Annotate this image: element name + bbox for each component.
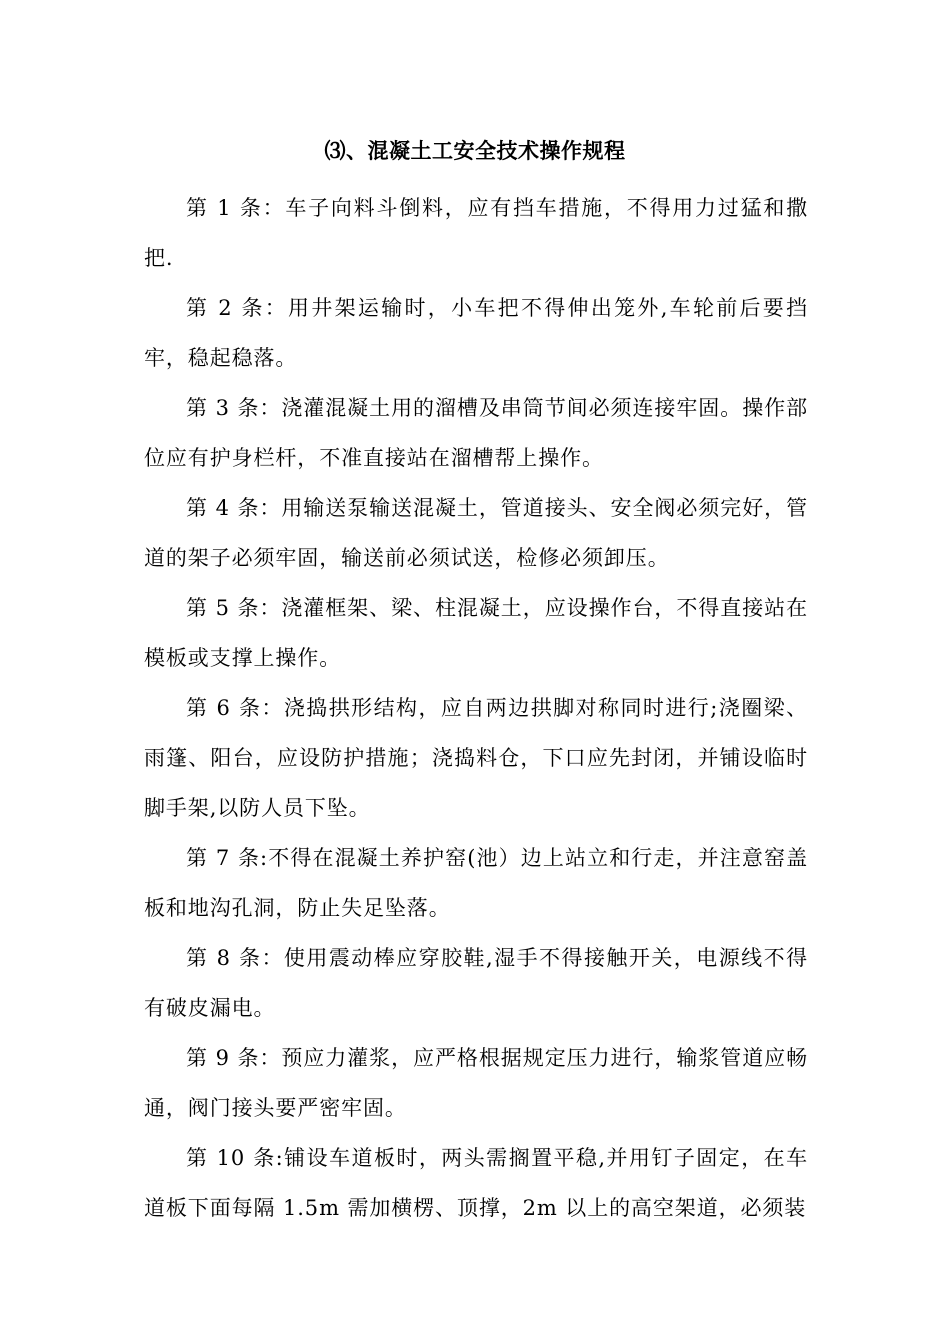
article-6-paragraph: 第 6 条：浇捣拱形结构，应自两边拱脚对称同时进行;浇圈梁、雨篷、阳台，应设防护措施；浇捣料仓，下口应先封闭，并铺设临时脚手架,以防人员下坠。	[144, 696, 808, 820]
article-1-paragraph: 第 1 条：车子向料斗倒料，应有挡车措施，不得用力过猛和撒把.	[144, 196, 808, 270]
article-7-paragraph: 第 7 条:不得在混凝土养护窑(池）边上站立和行走，并注意窑盖板和地沟孔洞，防止失足坠落。	[144, 846, 808, 920]
article-2-paragraph: 第 2 条：用井架运输时，小车把不得伸出笼外,车轮前后要挡牢，稳起稳落。	[144, 296, 808, 370]
article-10-paragraph: 第 10 条:铺设车道板时，两头需搁置平稳,并用钉子固定，在车道板下面每隔 1.5m 需加横楞、顶撑，2m 以上的高空架道，必须装	[144, 1146, 808, 1220]
article-5-paragraph: 第 5 条：浇灌框架、梁、柱混凝土，应设操作台，不得直接站在模板或支撑上操作。	[144, 596, 808, 670]
document-body	[144, 183, 808, 1233]
article-4-paragraph: 第 4 条：用输送泵输送混凝土，管道接头、安全阀必须完好，管道的架子必须牢固，输送前必须试送，检修必须卸压。	[144, 496, 808, 570]
article-3-paragraph: 第 3 条：浇灌混凝土用的溜槽及串筒节间必须连接牢固。操作部位应有护身栏杆，不准直接站在溜槽帮上操作。	[144, 396, 808, 470]
article-8-paragraph: 第 8 条：使用震动棒应穿胶鞋,湿手不得接触开关，电源线不得有破皮漏电。	[144, 946, 808, 1020]
article-9-paragraph: 第 9 条：预应力灌浆，应严格根据规定压力进行，输浆管道应畅通，阀门接头要严密牢固。	[144, 1046, 808, 1120]
document-title: ⑶、混凝土工安全技术操作规程	[324, 138, 626, 163]
